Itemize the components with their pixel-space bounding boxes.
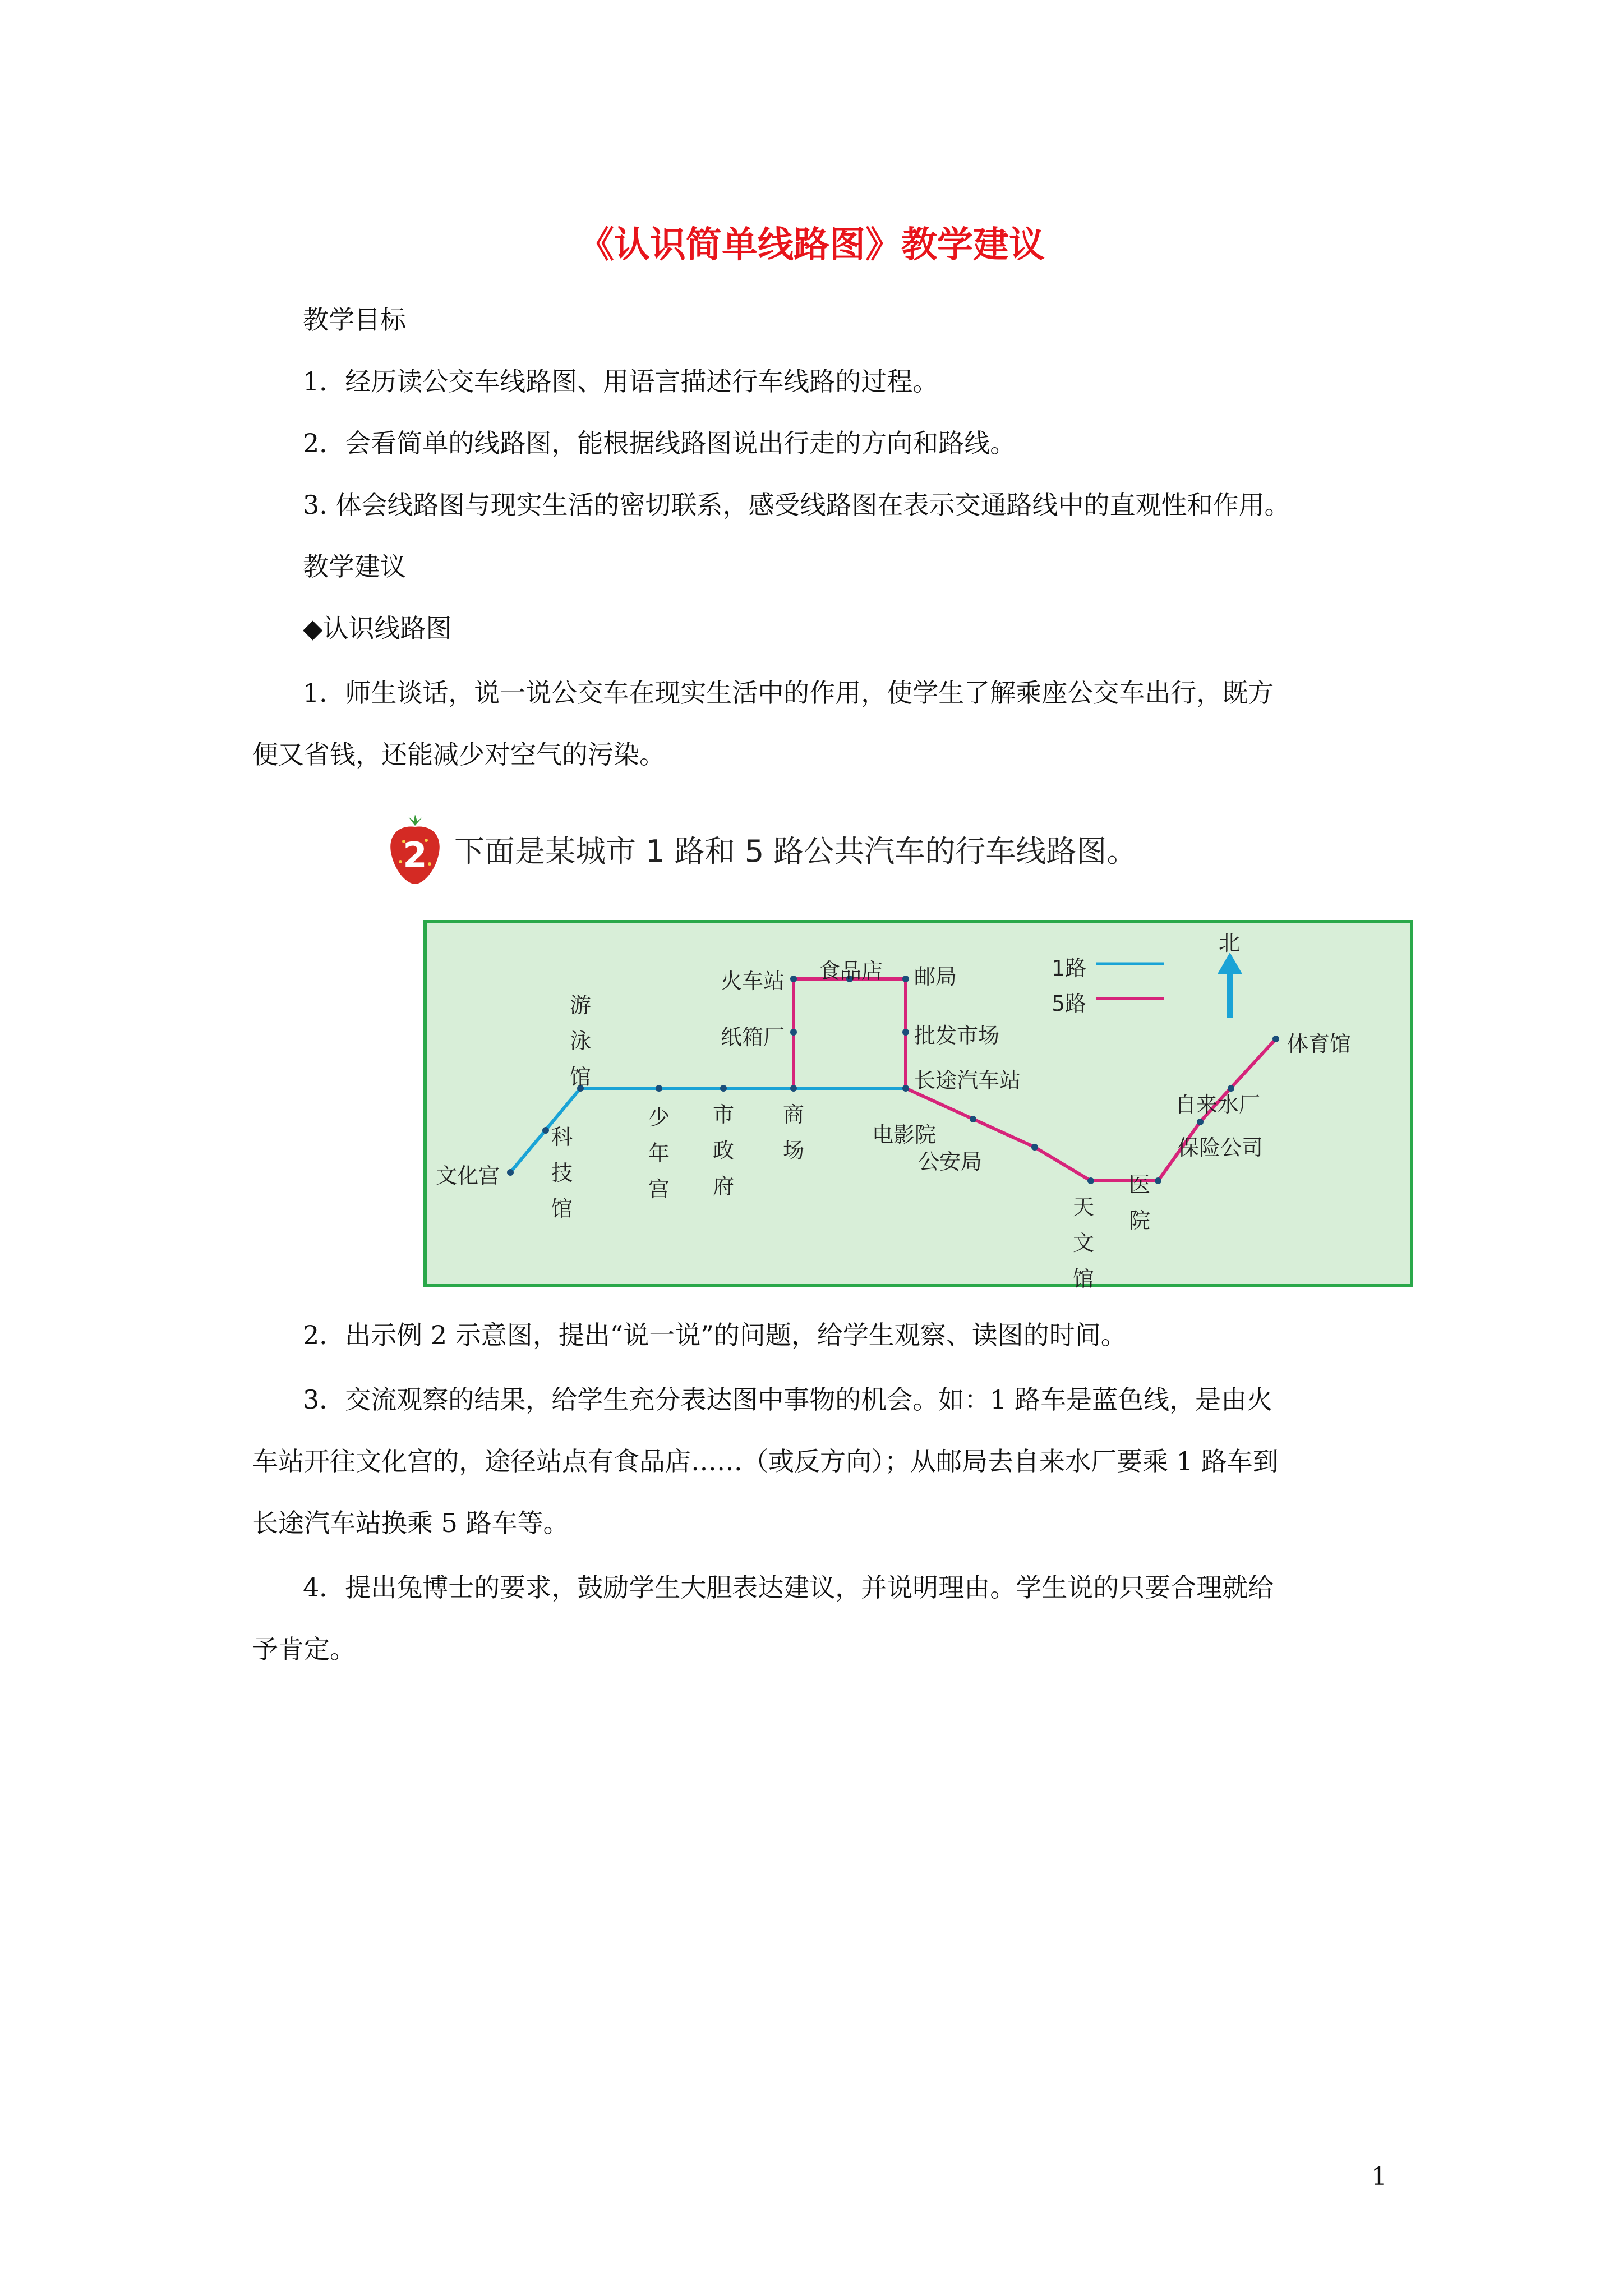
station-youyongguan: 游泳馆: [569, 993, 591, 1089]
paragraph-4-cont: 予肯定。: [252, 1634, 356, 1664]
station-tiyuguan: 体育馆: [1287, 1032, 1352, 1056]
station-shangchang: 商场: [782, 1102, 804, 1163]
objectives-heading: 教学目标: [303, 305, 406, 335]
example-number: 2: [403, 835, 427, 876]
station-shaoniangong: 少年宫: [648, 1105, 670, 1202]
station-youju: 邮局: [914, 964, 957, 989]
legend-north: 北: [1219, 931, 1241, 955]
station-shipindian: 食品店: [819, 959, 883, 983]
paragraph-3-cont: 长途汽车站换乘 5 路车等。: [252, 1508, 569, 1538]
route-map: [423, 920, 1413, 1291]
paragraph-3-cont: 车站开往文化宫的，途径站点有食品店……（或反方向）；从邮局去自来水厂要乘 1 路车到: [252, 1446, 1279, 1476]
station-pifashichang: 批发市场: [914, 1023, 1000, 1048]
page-number: 1: [1371, 2162, 1387, 2191]
station-yiyuan: 医院: [1128, 1172, 1150, 1233]
suggestions-subheading: ◆认识线路图: [303, 613, 452, 643]
objective-item: 3. 体会线路图与现实生活的密切联系，感受线路图在表示交通路线中的直观性和作用。: [303, 490, 1290, 520]
paragraph-3: 3．交流观察的结果，给学生充分表达图中事物的机会。如：1 路车是蓝色线，是由火: [303, 1384, 1273, 1415]
legend-route-5: 5路: [1052, 991, 1087, 1016]
station-gonganju: 公安局: [918, 1149, 983, 1174]
station-baoxiangongsi: 保险公司: [1178, 1135, 1264, 1160]
objective-item: 2．会看简单的线路图，能根据线路图说出行走的方向和路线。: [303, 428, 1016, 458]
paragraph-1-cont: 便又省钱，还能减少对空气的污染。: [252, 739, 665, 770]
paragraph-2: 2．出示例 2 示意图，提出“说一说”的问题，给学生观察、读图的时间。: [303, 1320, 1127, 1350]
strawberry-badge-icon: [387, 813, 443, 886]
station-dianyingyuan: 电影院: [872, 1122, 937, 1147]
objective-item: 1．经历读公交车线路图、用语言描述行车线路的过程。: [303, 366, 939, 397]
station-tianwenguan: 天文馆: [1072, 1195, 1094, 1291]
suggestions-heading: 教学建议: [303, 551, 406, 582]
station-kejiguan: 科技馆: [551, 1125, 573, 1221]
paragraph-4: 4．提出兔博士的要求，鼓励学生大胆表达建议，并说明理由。学生说的只要合理就给: [303, 1572, 1274, 1603]
document-title: 《认识简单线路图》教学建议: [578, 224, 1045, 266]
legend-route-1: 1路: [1052, 956, 1087, 981]
station-changtuqichezhan: 长途汽车站: [914, 1068, 1021, 1093]
station-shizhengfu: 市政府: [712, 1102, 734, 1199]
example-text: 下面是某城市 1 路和 5 路公共汽车的行车线路图。: [454, 834, 1137, 869]
station-zhixiangchang: 纸箱厂: [721, 1025, 785, 1050]
station-wenhuagong: 文化宫: [436, 1163, 500, 1188]
station-huochezhan: 火车站: [721, 969, 785, 993]
paragraph-1: 1．师生谈话，说一说公交车在现实生活中的作用，使学生了解乘座公交车出行，既方: [303, 678, 1274, 708]
station-zilaishuichang: 自来水厂: [1175, 1092, 1261, 1117]
